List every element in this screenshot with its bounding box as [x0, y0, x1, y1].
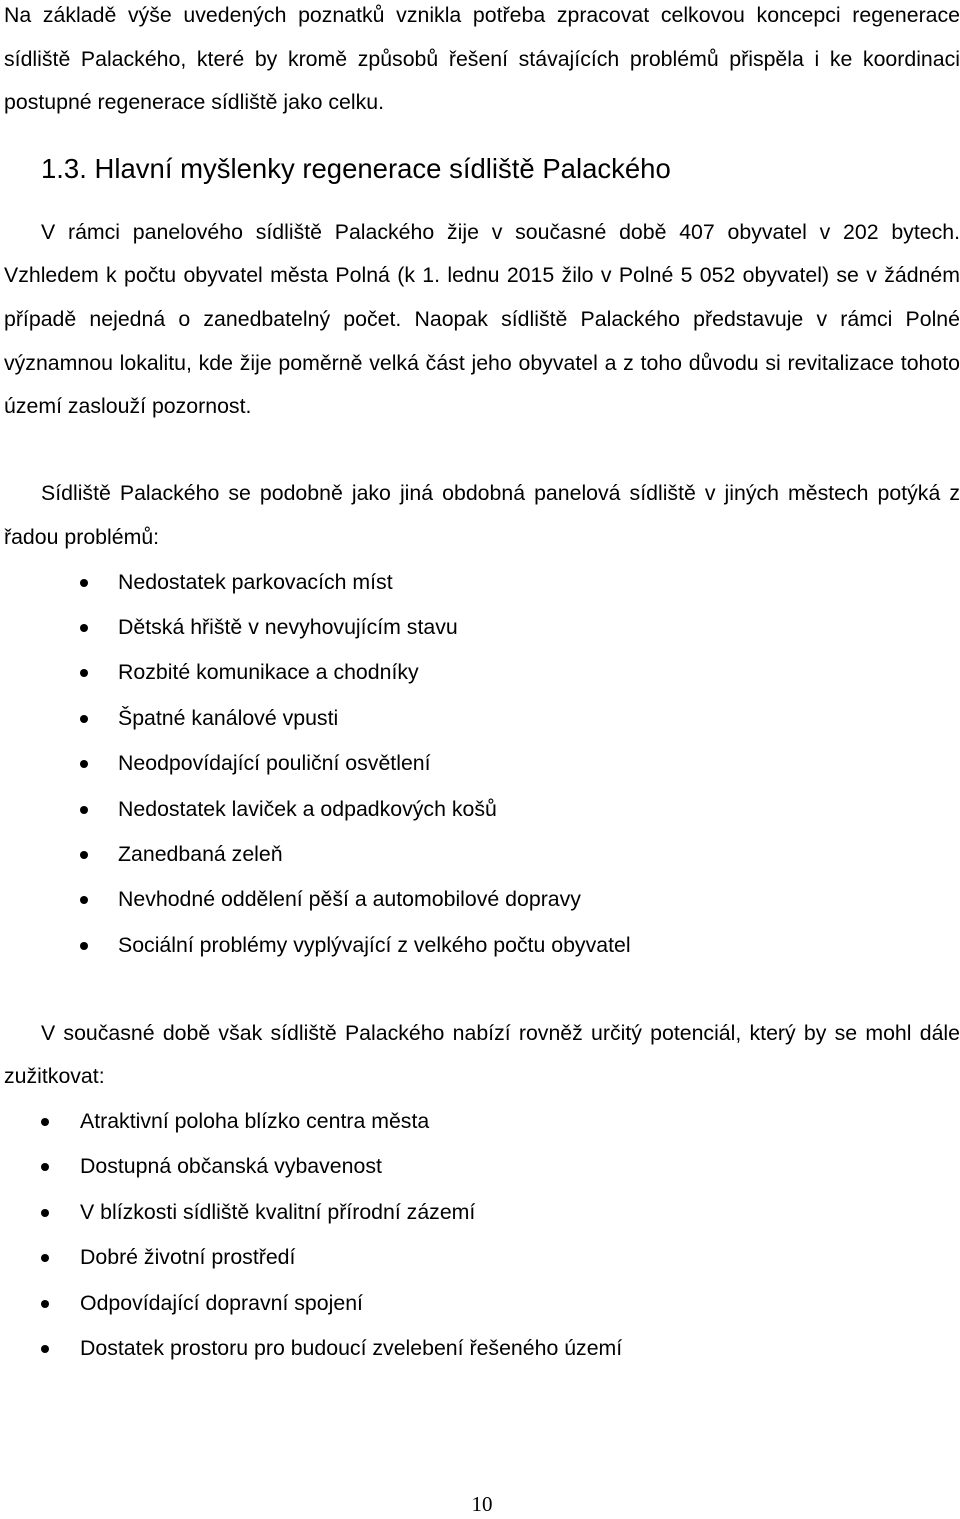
list-item	[4, 1281, 960, 1326]
list-item-text: V blízkosti sídliště kvalitní přírodní zázemí	[80, 1199, 476, 1224]
bullet-icon	[80, 579, 88, 587]
bullet-icon	[80, 851, 88, 859]
bullet-icon	[41, 1345, 49, 1353]
bullet-icon	[80, 669, 88, 677]
section-heading: 1.3. Hlavní myšlenky regenerace sídliště Palackého	[41, 152, 671, 184]
bullet-icon	[41, 1209, 49, 1217]
section-paragraph-1: V rámci panelového sídliště Palackého žije v současné době 407 obyvatel v 202 bytech. Vzhledem k počtu obyvatel města Polná (k 1. lednu 2015 žilo v Polné 5 052 obyvatel) se v žádném případě nejedná o zanedbatelný počet. Naopak sídliště Palackého představuje v rámci Polné významnou lokalitu, kde žije poměrně velká část jeho obyvatel a z toho důvodu si revitalizace tohoto území zaslouží pozornost.	[4, 219, 960, 419]
list-item	[4, 1326, 960, 1371]
list-item	[4, 650, 960, 695]
paragraph-spacer	[4, 429, 960, 473]
list-item	[4, 787, 960, 832]
list-item-text: Dobré životní prostředí	[80, 1245, 296, 1270]
section-paragraph-2: Sídliště Palackého se podobně jako jiná obdobná panelová sídliště v jiných městech potýká z řadou problémů:	[4, 481, 960, 549]
bullet-icon	[41, 1163, 49, 1171]
list-item	[4, 1144, 960, 1189]
potentials-list	[4, 1099, 960, 1371]
list-item	[4, 605, 960, 650]
page-number: 10	[471, 1492, 493, 1516]
document-page	[4, 0, 960, 1371]
bullet-icon	[41, 1254, 49, 1262]
bullet-icon	[80, 760, 88, 768]
problems-list	[4, 560, 960, 969]
list-item	[4, 1099, 960, 1144]
list-item	[4, 741, 960, 786]
paragraph-spacer	[4, 968, 960, 1012]
list-item	[4, 923, 960, 968]
bullet-icon	[80, 715, 88, 723]
list-item-text: Odpovídající dopravní spojení	[80, 1290, 363, 1315]
list-item-text: Nevhodné oddělení pěší a automobilové dopravy	[118, 887, 581, 912]
list-item-text: Dostatek prostoru pro budoucí zvelebení řešeného území	[80, 1336, 623, 1360]
list-item	[4, 832, 960, 877]
list-item-text: Rozbité komunikace a chodníky	[118, 660, 419, 685]
list-item	[4, 1235, 960, 1280]
section-paragraph-3: V současné době však sídliště Palackého nabízí rovněž určitý potenciál, který by se mohl dále zužitkovat:	[4, 1020, 960, 1089]
bullet-icon	[80, 806, 88, 814]
list-item	[4, 877, 960, 922]
list-item-text: Dětská hřiště v nevyhovujícím stavu	[118, 614, 458, 639]
list-item-text: Dostupná občanská vybavenost	[80, 1154, 382, 1179]
bullet-icon	[80, 896, 88, 904]
list-item-text: Atraktivní poloha blízko centra města	[80, 1108, 430, 1133]
list-item-text: Špatné kanálové vpusti	[118, 705, 339, 730]
list-item-text: Nedostatek parkovacích míst	[118, 569, 393, 594]
list-item	[4, 560, 960, 605]
intro-paragraph: Na základě výše uvedených poznatků vznikla potřeba zpracovat celkovou koncepci regenerace sídliště Palackého, které by kromě způsobů řešení stávajících problémů přispěla i ke koordinaci postupné regenerace sídliště jako celku.	[4, 3, 960, 115]
bullet-icon	[41, 1118, 49, 1126]
list-item-text: Neodpovídající pouliční osvětlení	[118, 751, 431, 776]
bullet-icon	[80, 624, 88, 632]
list-item-text: Nedostatek laviček a odpadkových košů	[118, 796, 497, 821]
list-item	[4, 696, 960, 741]
bullet-icon	[41, 1300, 49, 1308]
list-item-text: Sociální problémy vyplývající z velkého počtu obyvatel	[118, 932, 631, 957]
list-item-text: Zanedbaná zeleň	[118, 841, 283, 866]
list-item	[4, 1190, 960, 1235]
bullet-icon	[80, 942, 88, 950]
